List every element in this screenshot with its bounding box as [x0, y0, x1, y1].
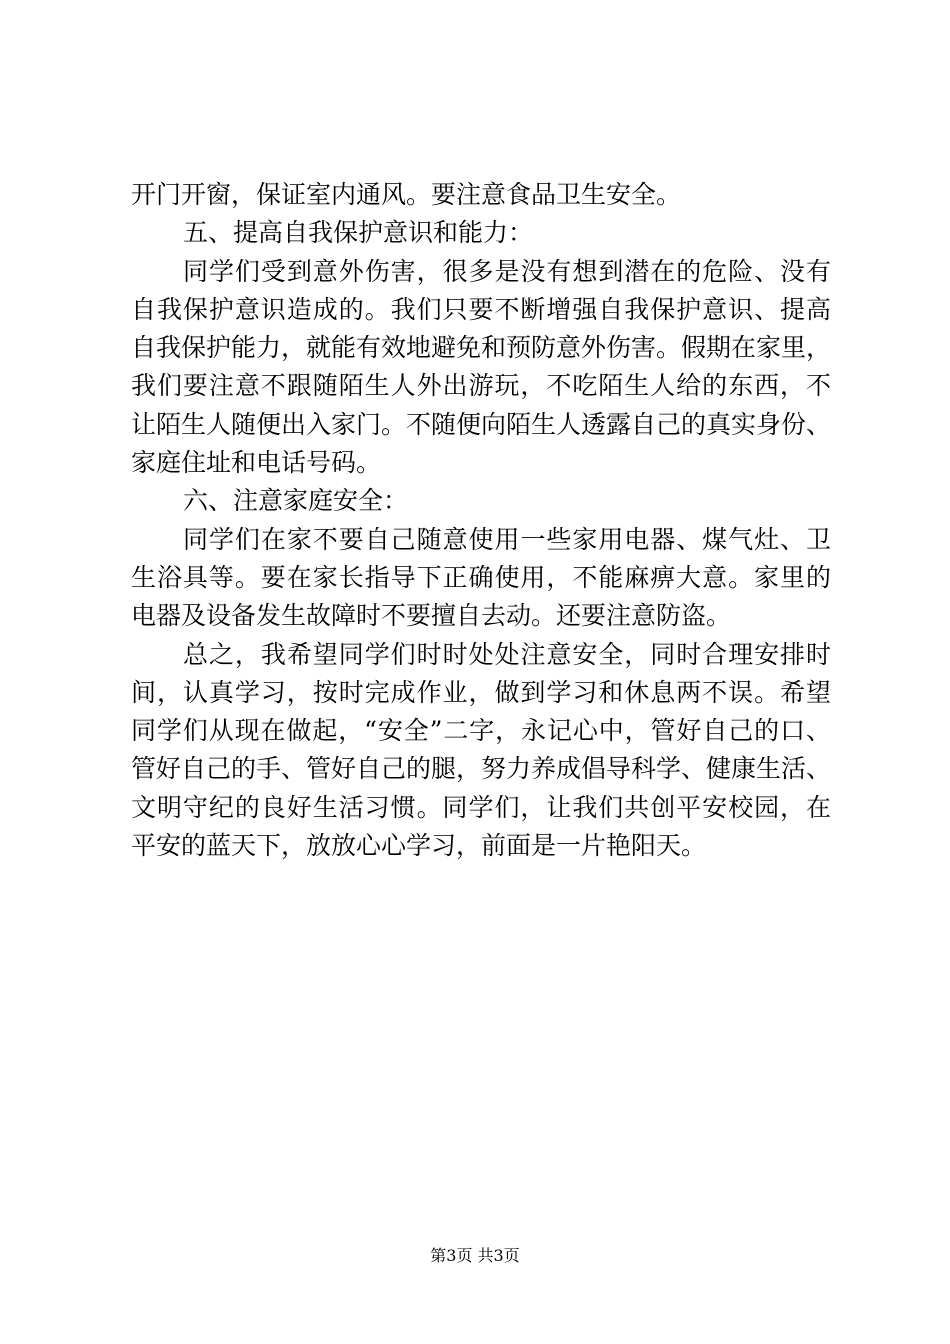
text-line: 生浴具等。要在家长指导下正确使用，不能麻痹大意。家里的 — [131, 562, 831, 592]
document-body — [131, 176, 831, 865]
section-heading-home-safety: 六、注意家庭安全： — [183, 486, 409, 516]
text-line: 文明守纪的良好生活习惯。同学们，让我们共创平安校园，在 — [131, 792, 831, 822]
text-line: 我们要注意不跟随陌生人外出游玩，不吃陌生人给的东西，不 — [131, 371, 831, 401]
page-number-footer: 第3页 共3页 — [430, 1246, 520, 1265]
text-line: 总之，我希望同学们时时处处注意安全，同时合理安排时 — [183, 639, 831, 669]
text-line: 电器及设备发生故障时不要擅自去动。还要注意防盗。 — [131, 601, 732, 631]
text-line: 间，认真学习，按时完成作业，做到学习和休息两不误。希望 — [131, 677, 831, 707]
section-heading-self-protection: 五、提高自我保护意识和能力： — [183, 218, 534, 248]
text-line: 家庭住址和电话号码。 — [131, 448, 382, 478]
text-line: 自我保护能力，就能有效地避免和预防意外伤害。假期在家里， — [131, 333, 831, 363]
text-line: 平安的蓝天下，放放心心学习，前面是一片艳阳天。 — [131, 831, 707, 861]
text-line: 开门开窗，保证室内通风。要注意食品卫生安全。 — [131, 180, 682, 209]
text-line: 同学们受到意外伤害，很多是没有想到潜在的危险、没有 — [183, 256, 831, 286]
text-line: 管好自己的手、管好自己的腿，努力养成倡导科学、健康生活、 — [131, 754, 831, 784]
text-line: 自我保护意识造成的。我们只要不断增强自我保护意识、提高 — [131, 294, 831, 324]
text-line: 让陌生人随便出入家门。不随便向陌生人透露自己的真实身份、 — [131, 409, 831, 439]
text-line: 同学们在家不要自己随意使用一些家用电器、煤气灶、卫 — [183, 524, 831, 554]
text-line: 同学们从现在做起，“安全”二字，永记心中，管好自己的口、 — [131, 716, 831, 746]
